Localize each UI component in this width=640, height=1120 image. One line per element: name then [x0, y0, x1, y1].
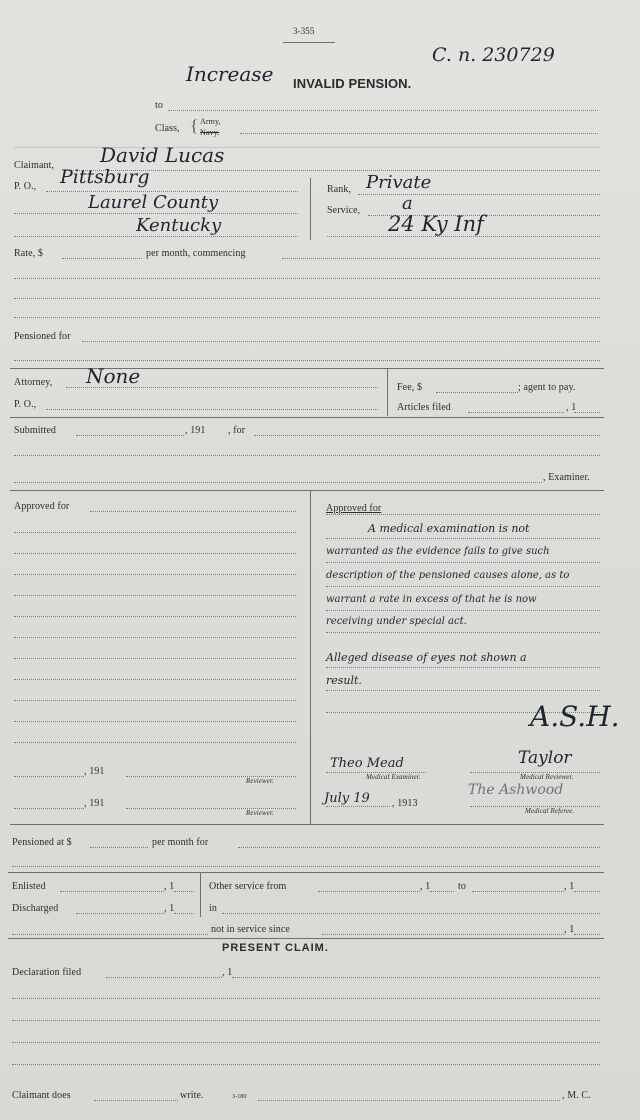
enlisted-year-line: [174, 891, 194, 892]
discharged-line: [76, 913, 164, 914]
not-in-service-lead-line: [12, 934, 208, 935]
rank-label: Rank,: [327, 184, 352, 195]
enlisted-label: Enlisted: [12, 881, 46, 892]
approved-left-line-7: [14, 637, 296, 638]
rate-line-4: [14, 317, 600, 318]
note-rule: [326, 586, 600, 587]
declaration-rest-line: [232, 977, 600, 978]
to-service-year-line: [574, 891, 600, 892]
class-label: Class,: [155, 123, 180, 134]
medical-referee-label: Medical Referee.: [525, 807, 575, 815]
approved-left-line-1: [90, 511, 296, 512]
other-service-line: [318, 891, 420, 892]
mc-label: , M. C.: [562, 1090, 591, 1101]
attorney-po-line: [46, 409, 378, 410]
rate-line-2: [14, 278, 600, 279]
rate-amount-line: [62, 258, 142, 259]
articles-line: [468, 412, 564, 413]
pensioned-at-label: Pensioned at $: [12, 837, 72, 848]
declaration-label: Declaration filed: [12, 967, 82, 978]
class-line: [240, 133, 598, 134]
submitted-year: , 191: [185, 425, 206, 436]
service-line1: a: [402, 193, 413, 214]
pensioned-for-label: Pensioned for: [14, 331, 71, 342]
write-label: write.: [180, 1090, 204, 1101]
claimant-label: Claimant,: [14, 160, 55, 171]
approval-divider: [310, 490, 311, 824]
attorney-value: None: [86, 364, 141, 388]
not-in-service-label: not in service since: [211, 924, 290, 935]
referee-signature: The Ashwood: [468, 782, 564, 798]
approved-for-left: Approved for: [14, 501, 70, 512]
other-service-year-line: [430, 891, 454, 892]
claim-line-5: [12, 1064, 600, 1065]
note-rule: [326, 562, 600, 563]
po-line3: Kentucky: [136, 215, 222, 236]
date-year: , 1913: [392, 798, 418, 809]
rate-label: Rate, $: [14, 248, 44, 259]
approved-for-right: Approved for: [326, 503, 382, 514]
articles-year: , 1: [566, 402, 577, 413]
articles-year-line: [574, 412, 600, 413]
rate-commencing-line: [282, 258, 600, 259]
approved-left-line-3: [14, 553, 296, 554]
note-rule: [326, 632, 600, 633]
not-in-service-line: [322, 934, 564, 935]
reviewer-initials: A.S.H.: [530, 700, 620, 733]
rank-value: Private: [366, 172, 432, 193]
approved-left-line-8: [14, 658, 296, 659]
enlistment-divider: [200, 872, 201, 917]
note-line: A medical examination is not: [368, 522, 530, 535]
enlistment-top-rule: [8, 872, 604, 873]
service-line2: 24 Ky Inf: [388, 212, 484, 236]
fee-label: Fee, $: [397, 382, 423, 393]
examiner-signature: Theo Mead: [330, 756, 404, 771]
po-line2: Laurel County: [88, 192, 219, 213]
present-claim-heading: PRESENT CLAIM.: [222, 942, 329, 954]
in-label: in: [209, 903, 217, 914]
po-line1: Pittsburg: [60, 166, 150, 188]
note-line: warranted as the evidence fails to give such: [326, 546, 550, 557]
date-line: [326, 806, 390, 807]
to-line: [168, 110, 598, 111]
approved-left-line-4: [14, 574, 296, 575]
enlisted-line: [60, 891, 164, 892]
pensioned-for-line-2: [14, 360, 600, 361]
footer-code: 3-180: [232, 1094, 247, 1100]
date-handwritten: July 19: [324, 791, 370, 806]
mc-line: [258, 1100, 560, 1101]
approved-right-line-1: [326, 514, 600, 515]
approval-bottom-rule: [10, 824, 604, 825]
discharged-year: , 1: [164, 903, 175, 914]
reviewer-year-1: , 191: [84, 766, 105, 777]
claimant-does-line: [94, 1100, 178, 1101]
form-number: 3-355: [293, 26, 315, 36]
pensioned-at-line: [90, 847, 148, 848]
note-line: description of the pensioned causes alone, as to: [326, 570, 570, 581]
attorney-divider: [387, 368, 388, 416]
enlisted-year: , 1: [164, 881, 175, 892]
service-label: Service,: [327, 205, 361, 216]
pensioned-at-line-2: [12, 866, 600, 867]
note-rule: [326, 690, 600, 691]
po-line-2: [14, 213, 298, 214]
claimant-divider: [310, 178, 311, 240]
discharged-year-line: [174, 913, 194, 914]
attorney-line: [66, 387, 378, 388]
claim-line-3: [12, 1020, 600, 1021]
approved-left-line-12: [14, 742, 296, 743]
discharged-label: Discharged: [12, 903, 59, 914]
note-rule: [326, 667, 600, 668]
medical-examiner-label: Medical Examiner.: [366, 773, 421, 781]
class-brace: {: [190, 116, 199, 135]
po-line-3: [14, 236, 298, 237]
to-label: to: [155, 100, 163, 111]
rate-per-month: per month, commencing: [146, 248, 246, 259]
reviewer-date-line-1: [14, 776, 84, 777]
reviewer-label-1: Reviewer.: [246, 777, 274, 785]
note-line: receiving under special act.: [326, 616, 467, 627]
approval-top-rule: [10, 490, 604, 491]
approved-left-line-11: [14, 721, 296, 722]
submitted-label: Submitted: [14, 425, 57, 436]
approved-left-line-5: [14, 595, 296, 596]
to-service-year: , 1: [564, 881, 575, 892]
enlistment-bottom-rule: [8, 938, 604, 939]
articles-label: Articles filed: [397, 402, 451, 413]
examiner-label: , Examiner.: [543, 472, 590, 483]
approved-left-line-10: [14, 700, 296, 701]
since-year: , 1: [564, 924, 575, 935]
approved-left-line-2: [14, 532, 296, 533]
attorney-po-label: P. O.,: [14, 399, 37, 410]
approved-left-line-9: [14, 679, 296, 680]
submitted-for-line: [254, 435, 600, 436]
to-service-label: to: [458, 881, 466, 892]
other-service-year: , 1: [420, 881, 431, 892]
note-line: warrant a rate in excess of that he is now: [326, 594, 537, 605]
reviewer-year-2: , 191: [84, 798, 105, 809]
note-line: Alleged disease of eyes not shown a: [326, 651, 527, 664]
note-line: result.: [326, 674, 362, 687]
form-title: INVALID PENSION.: [293, 76, 412, 91]
service-line-2: [327, 236, 600, 237]
handwritten-type: Increase: [186, 62, 274, 86]
to-service-line: [472, 891, 564, 892]
claimant-does-label: Claimant does: [12, 1090, 71, 1101]
in-line: [222, 913, 600, 914]
medical-reviewer-label: Medical Reviewer.: [520, 773, 574, 781]
agent-label: ; agent to pay.: [518, 382, 576, 393]
submitted-for: , for: [228, 425, 246, 436]
reviewer-date-line-2: [14, 808, 84, 809]
note-rule: [326, 610, 600, 611]
approved-left-line-6: [14, 616, 296, 617]
note-rule: [326, 538, 600, 539]
claim-line-4: [12, 1042, 600, 1043]
submitted-line-2: [14, 455, 600, 456]
form-number-rule: [283, 42, 335, 43]
case-number: C. n. 230729: [432, 44, 555, 66]
submitted-line: [76, 435, 184, 436]
declaration-line: [106, 977, 222, 978]
claim-line-2: [12, 998, 600, 999]
rate-line-3: [14, 298, 600, 299]
reviewer-label-2: Reviewer.: [246, 809, 274, 817]
pensioned-at-for-line: [238, 847, 600, 848]
fee-line: [436, 392, 518, 393]
class-navy: Navy.: [200, 128, 220, 137]
claimant-name: David Lucas: [100, 143, 225, 167]
pensioned-for-line: [82, 341, 600, 342]
class-army: Army,: [200, 117, 221, 126]
rank-line: [358, 194, 600, 195]
attorney-bottom-rule: [10, 417, 604, 418]
since-year-line: [574, 934, 600, 935]
declaration-year: , 1: [222, 967, 233, 978]
pensioned-at-per-month: per month for: [152, 837, 209, 848]
other-service-label: Other service from: [209, 881, 287, 892]
po-label: P. O.,: [14, 181, 37, 192]
reviewer-signature: Taylor: [518, 748, 572, 768]
examiner-line: [14, 482, 542, 483]
attorney-label: Attorney,: [14, 377, 53, 388]
